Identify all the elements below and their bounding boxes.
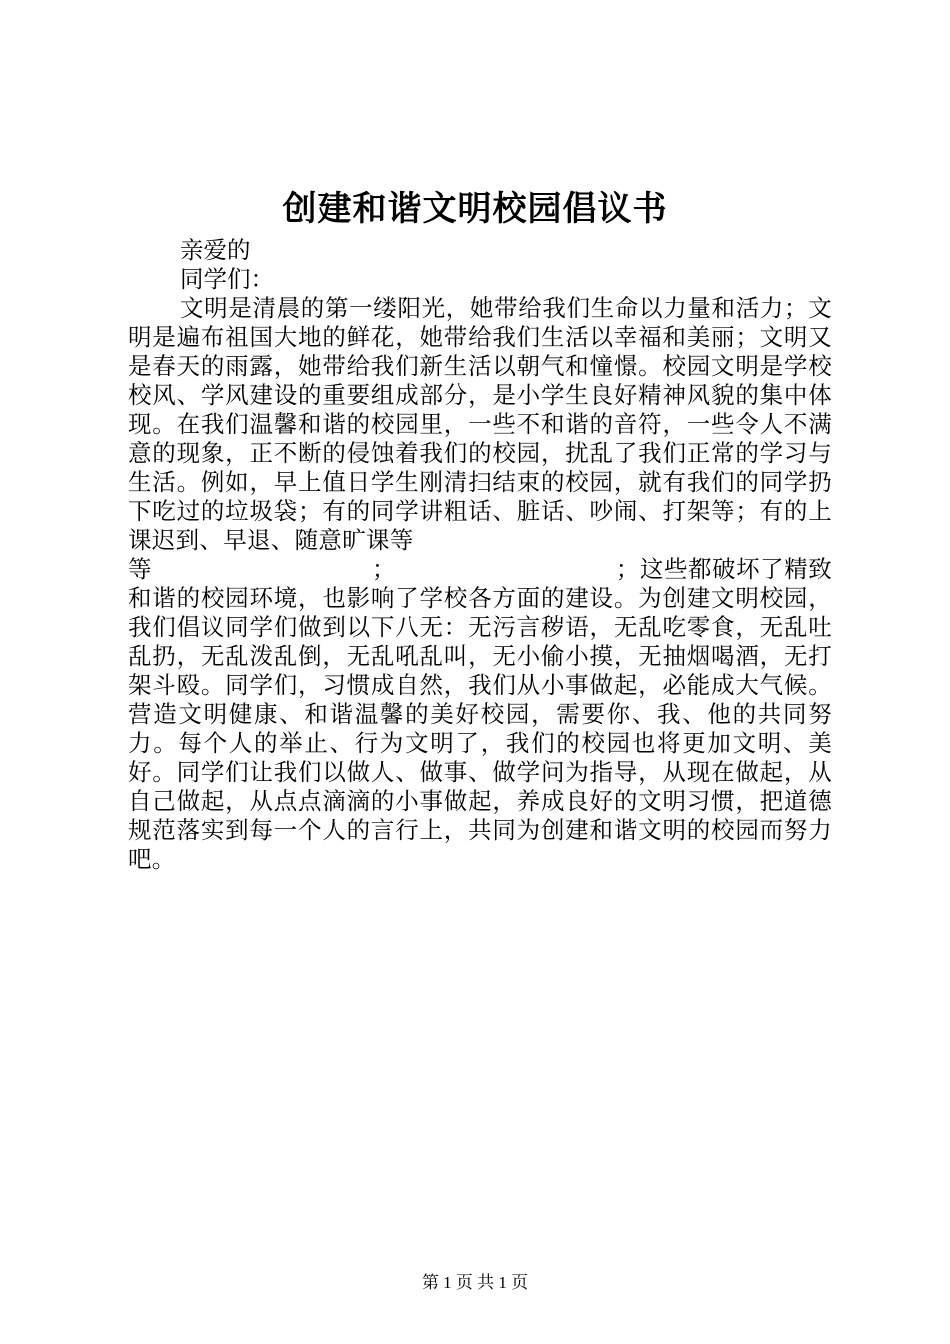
document-title: 创建和谐文明校园倡议书 [282,189,668,229]
paragraph-separator-2: ； [372,555,396,583]
salutation-line-1: 亲爱的 [180,236,251,264]
paragraph-text-part-2: ；这些都破坏了精致和谐的校园环境，也影响了学校各方面的建设。为创建文明校园，我们倡议同学们做到以下八无：无污言秽语，无乱吃零食，无乱吐乱扔，无乱泼乱倒，无乱吼乱叫，无小偷小摸，无抽烟喝酒，无打架斗殴。同学们，习惯成自然，我们从小事做起，必能成大气候。营造文明健康、和谐温馨的美好校园，需要你、我、他的共同努力。每个人的举止、行为文明了，我们的校园也将更加文明、美好。同学们让我们以做人、做事、做学问为指导，从现在做起，从自己做起，从点点滴滴的小事做起，养成良好的文明习惯，把道德规范落实到每一个人的言行上，共同为创建和谐文明的校园而努力吧。 [128,555,832,873]
body-paragraph [128,294,832,874]
salutation-line-2: 同学们： [180,265,274,293]
paragraph-separator-1: 等 [128,555,153,583]
document-body [128,236,832,874]
page-number-footer: 第 1 页 共 1 页 [421,1273,529,1292]
paragraph-text-part-1: 文明是清晨的第一缕阳光，她带给我们生命以力量和活力；文明是遍布祖国大地的鲜花，她带给我们生活以幸福和美丽；文明又是春天的雨露，她带给我们新生活以朝气和憧憬。校园文明是学校校风、学风建设的重要组成部分，是小学生良好精神风貌的集中体现。在我们温馨和谐的校园里，一些不和谐的音符，一些令人不满意的现象，正不断的侵蚀着我们的校园，扰乱了我们正常的学习与生活。例如，早上值日学生刚清扫结束的校园，就有我们的同学扔下吃过的垃圾袋；有的同学讲粗话、脏话、吵闹、打架等；有的上课迟到、早退、随意旷课等 [128,294,832,554]
